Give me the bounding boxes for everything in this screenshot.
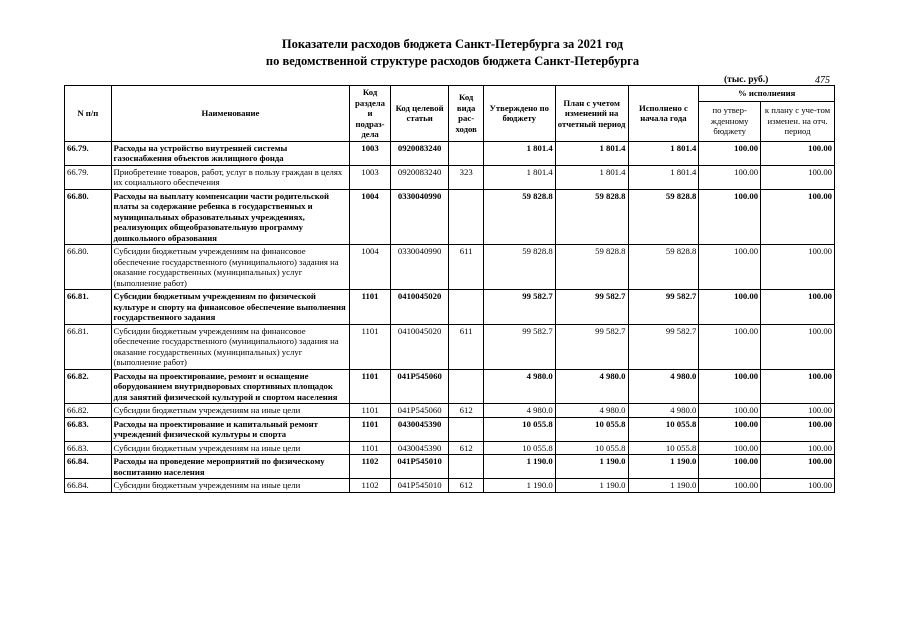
- row-pct-plan: 100.00: [761, 245, 835, 290]
- row-target-code: 041P545060: [390, 369, 449, 404]
- row-number: 66.80.: [65, 245, 112, 290]
- row-pct-approved: 100.00: [699, 369, 761, 404]
- row-name: Субсидии бюджетным учреждениям по физической культуре и спорту на финансовое обеспечение выполнения государственного задания: [111, 290, 350, 325]
- row-pct-approved: 100.00: [699, 141, 761, 165]
- row-section-code: 1101: [350, 417, 390, 441]
- row-pct-plan: 100.00: [761, 141, 835, 165]
- row-pct-approved: 100.00: [699, 417, 761, 441]
- row-plan: 1 801.4: [555, 141, 628, 165]
- row-plan: 99 582.7: [555, 290, 628, 325]
- units-label: (тыс. руб.): [724, 75, 769, 85]
- row-target-code: 0920083240: [390, 165, 449, 189]
- row-target-code: 0430045390: [390, 417, 449, 441]
- col-header-executed: Исполнено с начала года: [628, 86, 699, 142]
- row-plan: 59 828.8: [555, 189, 628, 245]
- table-row: [65, 455, 835, 479]
- row-executed: 4 980.0: [628, 369, 699, 404]
- row-pct-plan: 100.00: [761, 441, 835, 455]
- row-kind-code: 611: [449, 324, 483, 369]
- row-pct-approved: 100.00: [699, 441, 761, 455]
- row-executed: 1 801.4: [628, 141, 699, 165]
- row-pct-plan: 100.00: [761, 479, 835, 493]
- title-line-2: по ведомственной структуре расходов бюджета Санкт-Петербурга: [265, 54, 640, 68]
- row-pct-plan: 100.00: [761, 324, 835, 369]
- table-row: [65, 417, 835, 441]
- col-header-plan: План с учетом изменений на отчетный период: [555, 86, 628, 142]
- row-approved: 10 055.8: [483, 417, 555, 441]
- row-name: Приобретение товаров, работ, услуг в пользу граждан в целях их социального обеспечения: [111, 165, 350, 189]
- row-section-code: 1003: [350, 165, 390, 189]
- row-number: 66.83.: [65, 417, 112, 441]
- col-header-kind: Код вида рас-ходов: [449, 86, 483, 142]
- row-approved: 1 190.0: [483, 479, 555, 493]
- row-executed: 99 582.7: [628, 324, 699, 369]
- table-row: [65, 245, 835, 290]
- row-executed: 1 190.0: [628, 455, 699, 479]
- table-row: [65, 290, 835, 325]
- row-plan: 1 801.4: [555, 165, 628, 189]
- row-plan: 1 190.0: [555, 479, 628, 493]
- row-pct-plan: 100.00: [761, 455, 835, 479]
- row-section-code: 1101: [350, 290, 390, 325]
- report-title: [0, 36, 905, 70]
- row-pct-approved: 100.00: [699, 479, 761, 493]
- row-executed: 4 980.0: [628, 404, 699, 418]
- row-executed: 59 828.8: [628, 245, 699, 290]
- row-plan: 4 980.0: [555, 404, 628, 418]
- row-pct-plan: 100.00: [761, 417, 835, 441]
- row-number: 66.84.: [65, 455, 112, 479]
- row-approved: 99 582.7: [483, 324, 555, 369]
- row-pct-approved: 100.00: [699, 189, 761, 245]
- row-executed: 99 582.7: [628, 290, 699, 325]
- row-name: Субсидии бюджетным учреждениям на иные цели: [111, 404, 350, 418]
- row-executed: 59 828.8: [628, 189, 699, 245]
- row-target-code: 041P545010: [390, 455, 449, 479]
- row-approved: 1 190.0: [483, 455, 555, 479]
- row-pct-plan: 100.00: [761, 404, 835, 418]
- row-name: Расходы на проведение мероприятий по физическому воспитанию населения: [111, 455, 350, 479]
- row-approved: 10 055.8: [483, 441, 555, 455]
- table-row: [65, 441, 835, 455]
- row-number: 66.84.: [65, 479, 112, 493]
- row-plan: 4 980.0: [555, 369, 628, 404]
- table-row: [65, 404, 835, 418]
- row-target-code: 0330040990: [390, 189, 449, 245]
- row-number: 66.82.: [65, 404, 112, 418]
- page-number: 475: [815, 75, 830, 86]
- expenditure-table: [64, 85, 835, 493]
- row-section-code: 1101: [350, 369, 390, 404]
- row-kind-code: 612: [449, 404, 483, 418]
- table-row: [65, 369, 835, 404]
- row-approved: 59 828.8: [483, 245, 555, 290]
- col-header-section: Код раздела и подраз-дела: [350, 86, 390, 142]
- row-pct-approved: 100.00: [699, 324, 761, 369]
- row-section-code: 1102: [350, 455, 390, 479]
- row-approved: 4 980.0: [483, 404, 555, 418]
- row-target-code: 0430045390: [390, 441, 449, 455]
- table-row: [65, 479, 835, 493]
- row-kind-code: [449, 417, 483, 441]
- table-row: [65, 165, 835, 189]
- row-kind-code: [449, 290, 483, 325]
- row-approved: 59 828.8: [483, 189, 555, 245]
- table-row: [65, 189, 835, 245]
- row-target-code: 0920083240: [390, 141, 449, 165]
- row-section-code: 1004: [350, 189, 390, 245]
- row-approved: 1 801.4: [483, 165, 555, 189]
- row-target-code: 0410045020: [390, 290, 449, 325]
- row-number: 66.80.: [65, 189, 112, 245]
- row-kind-code: [449, 369, 483, 404]
- row-pct-approved: 100.00: [699, 404, 761, 418]
- col-header-name: Наименование: [111, 86, 350, 142]
- col-header-target: Код целевой статьи: [390, 86, 449, 142]
- row-target-code: 0330040990: [390, 245, 449, 290]
- row-kind-code: 612: [449, 441, 483, 455]
- col-header-pct-plan: к плану с уче-том изменен. на отч. период: [761, 101, 835, 141]
- row-name: Расходы на устройство внутренней системы газоснабжения объектов жилищного фонда: [111, 141, 350, 165]
- row-section-code: 1101: [350, 441, 390, 455]
- row-number: 66.81.: [65, 290, 112, 325]
- row-plan: 1 190.0: [555, 455, 628, 479]
- row-section-code: 1003: [350, 141, 390, 165]
- row-kind-code: 612: [449, 479, 483, 493]
- row-executed: 10 055.8: [628, 417, 699, 441]
- row-kind-code: 611: [449, 245, 483, 290]
- row-plan: 99 582.7: [555, 324, 628, 369]
- row-pct-approved: 100.00: [699, 165, 761, 189]
- row-number: 66.79.: [65, 165, 112, 189]
- row-executed: 10 055.8: [628, 441, 699, 455]
- row-name: Субсидии бюджетным учреждениям на иные цели: [111, 479, 350, 493]
- row-section-code: 1101: [350, 404, 390, 418]
- row-target-code: 041P545010: [390, 479, 449, 493]
- row-section-code: 1004: [350, 245, 390, 290]
- row-pct-plan: 100.00: [761, 290, 835, 325]
- row-pct-approved: 100.00: [699, 290, 761, 325]
- row-section-code: 1101: [350, 324, 390, 369]
- row-pct-plan: 100.00: [761, 189, 835, 245]
- row-target-code: 041P545060: [390, 404, 449, 418]
- table-row: [65, 141, 835, 165]
- row-plan: 59 828.8: [555, 245, 628, 290]
- row-kind-code: [449, 455, 483, 479]
- row-target-code: 0410045020: [390, 324, 449, 369]
- row-kind-code: 323: [449, 165, 483, 189]
- row-number: 66.82.: [65, 369, 112, 404]
- row-kind-code: [449, 189, 483, 245]
- row-pct-approved: 100.00: [699, 455, 761, 479]
- row-name: Субсидии бюджетным учреждениям на иные цели: [111, 441, 350, 455]
- row-pct-approved: 100.00: [699, 245, 761, 290]
- row-pct-plan: 100.00: [761, 165, 835, 189]
- row-approved: 1 801.4: [483, 141, 555, 165]
- row-plan: 10 055.8: [555, 441, 628, 455]
- row-approved: 4 980.0: [483, 369, 555, 404]
- title-line-1: Показатели расходов бюджета Санкт-Петербурга за 2021 год: [281, 37, 624, 51]
- col-header-approved: Утверждено по бюджету: [483, 86, 555, 142]
- row-section-code: 1102: [350, 479, 390, 493]
- row-executed: 1 190.0: [628, 479, 699, 493]
- row-name: Субсидии бюджетным учреждениям на финансовое обеспечение государственного (муниципального) задания на оказание государственных (муниципальных) услуг (выполнение работ): [111, 324, 350, 369]
- row-executed: 1 801.4: [628, 165, 699, 189]
- row-name: Субсидии бюджетным учреждениям на финансовое обеспечение государственного (муниципального) задания на оказание государственных (муниципальных) услуг (выполнение работ): [111, 245, 350, 290]
- col-header-pct-group: % исполнения: [699, 86, 835, 102]
- col-header-pct-approved: по утвер-жденному бюджету: [699, 101, 761, 141]
- table-row: [65, 324, 835, 369]
- row-approved: 99 582.7: [483, 290, 555, 325]
- row-number: 66.81.: [65, 324, 112, 369]
- col-header-num: N п/п: [65, 86, 112, 142]
- row-pct-plan: 100.00: [761, 369, 835, 404]
- row-number: 66.79.: [65, 141, 112, 165]
- row-name: Расходы на проектирование, ремонт и оснащение оборудованием внутридворовых спортивных площадок для занятий физической культурой и спортом населения: [111, 369, 350, 404]
- row-plan: 10 055.8: [555, 417, 628, 441]
- row-name: Расходы на выплату компенсации части родительской платы за содержание ребенка в государственных и муниципальных образовательных учреждениях, реализующих общеобразовательную программу дошкольного образования: [111, 189, 350, 245]
- row-name: Расходы на проектирование и капитальный ремонт учреждений физической культуры и спорта: [111, 417, 350, 441]
- row-kind-code: [449, 141, 483, 165]
- row-number: 66.83.: [65, 441, 112, 455]
